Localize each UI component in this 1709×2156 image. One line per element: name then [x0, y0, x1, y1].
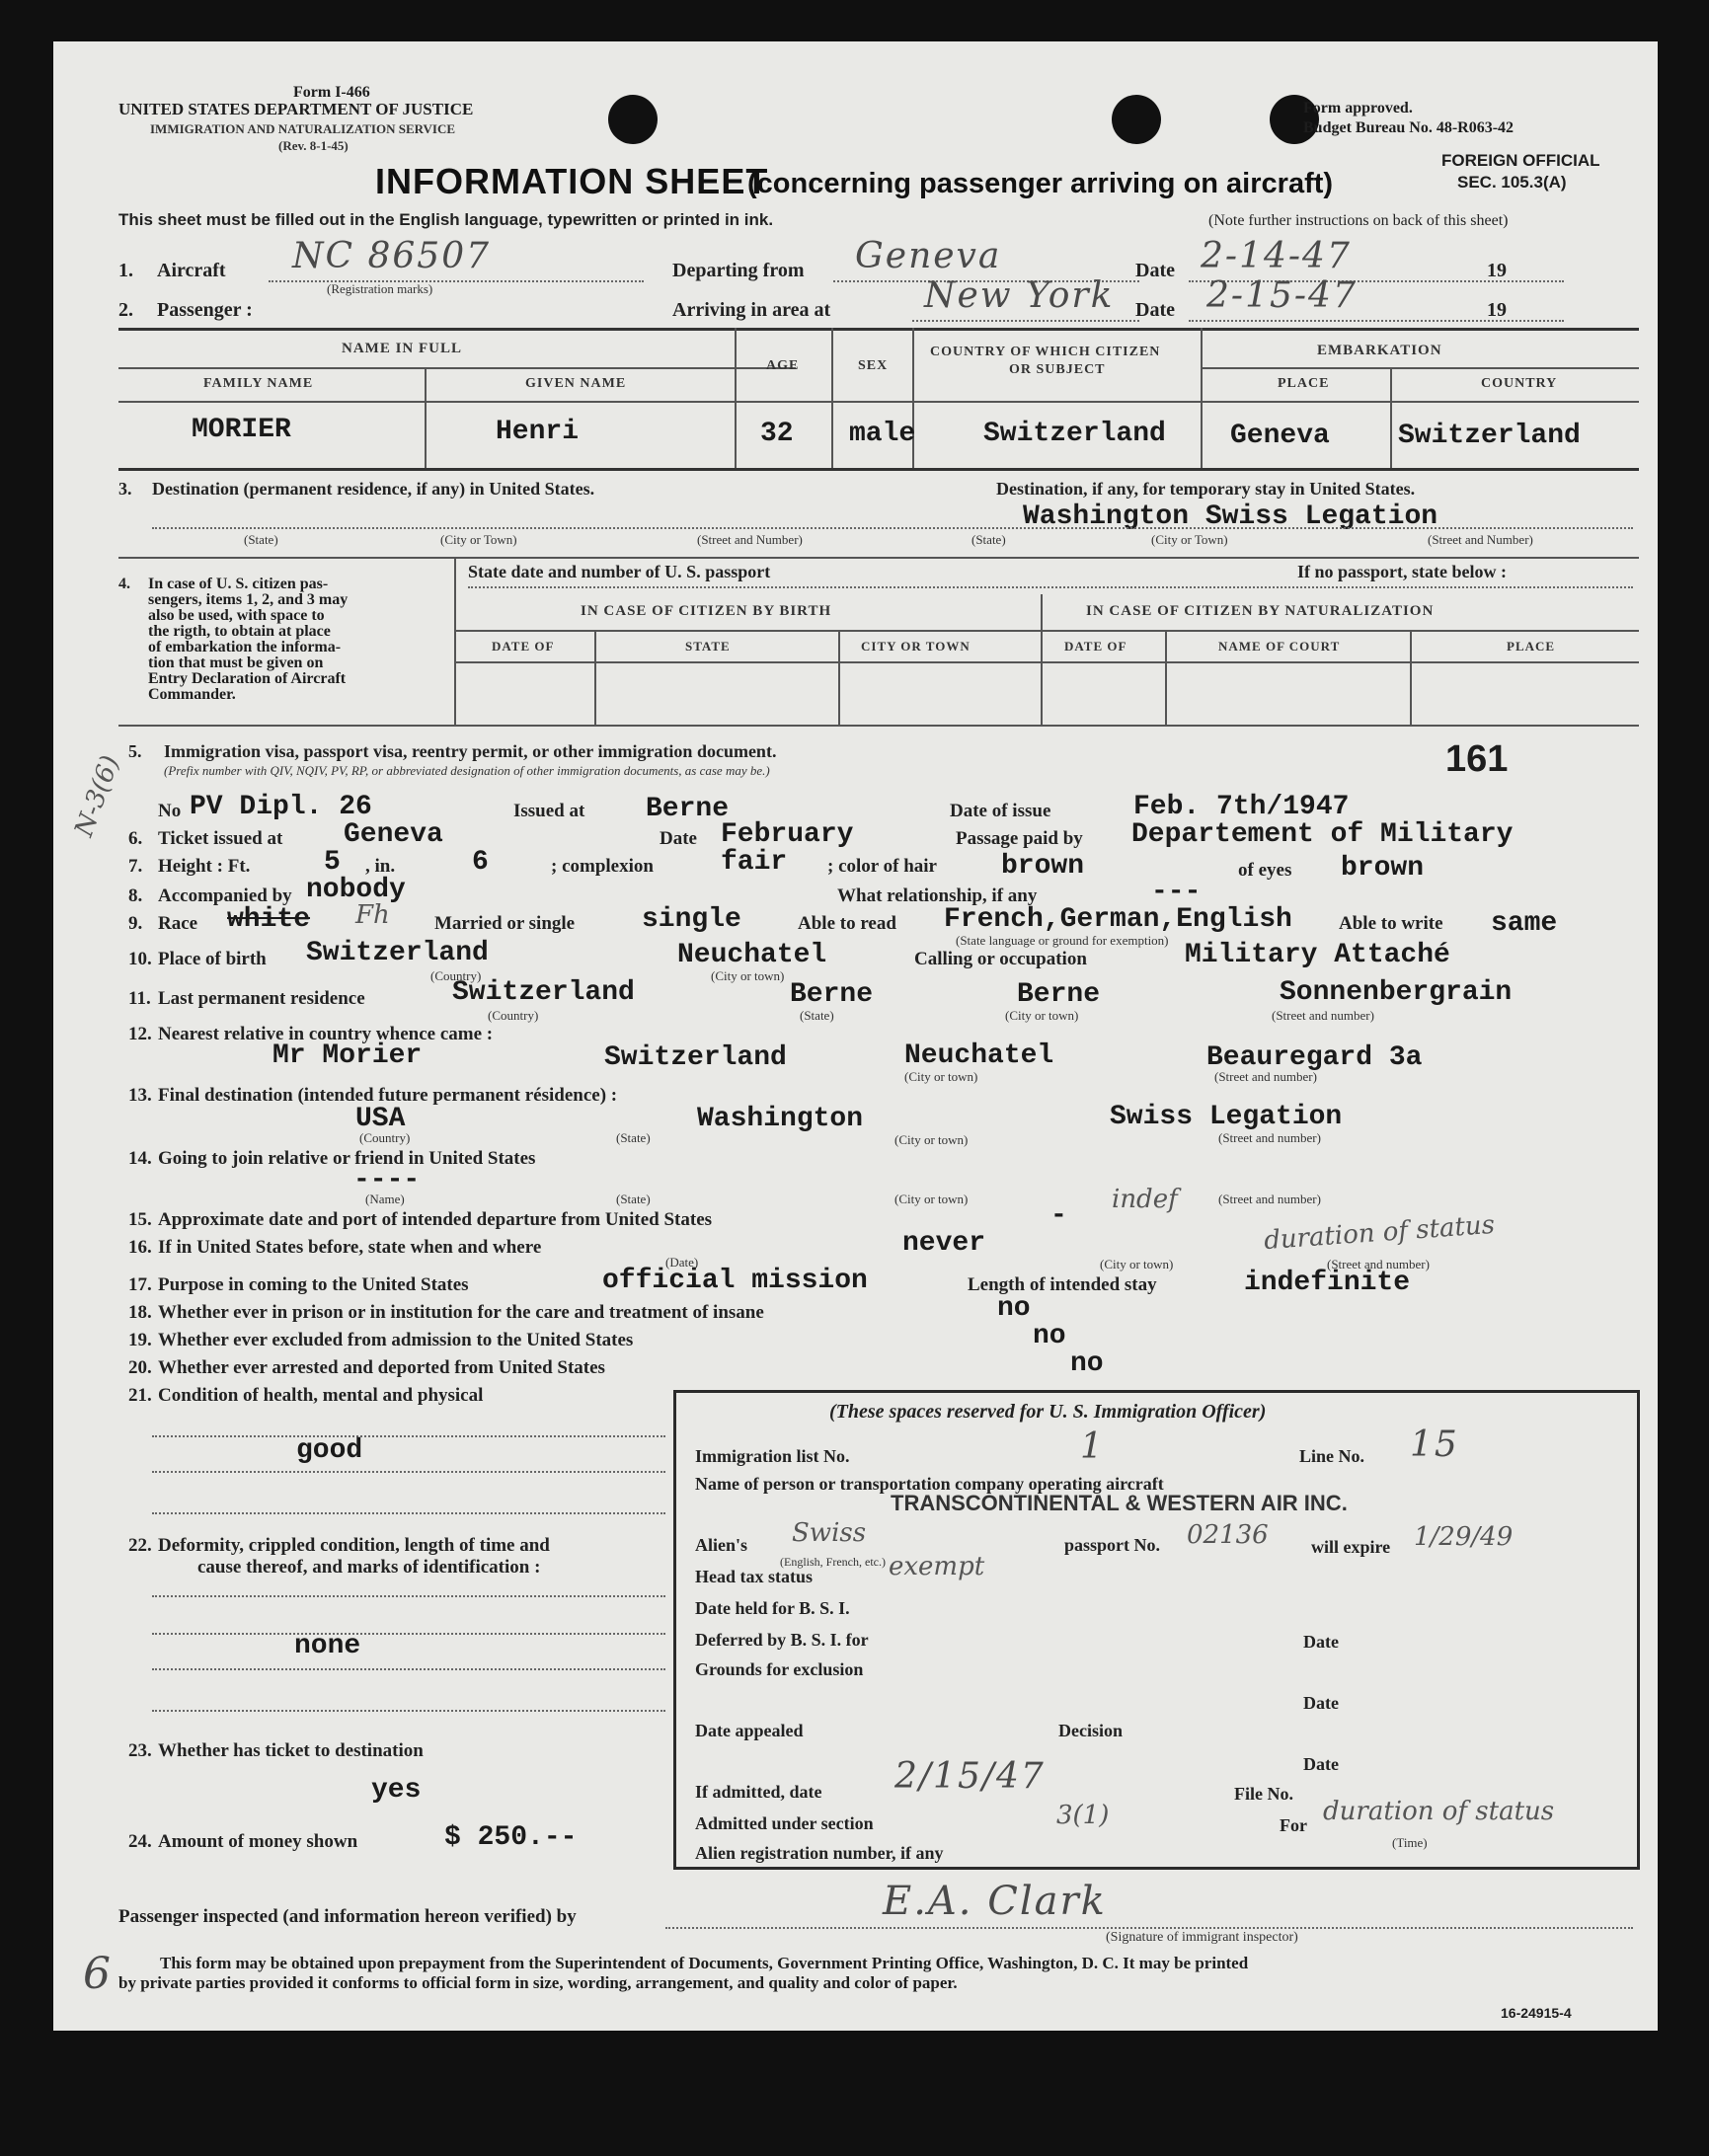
health-condition-label: Condition of health, mental and physical: [158, 1385, 484, 1406]
nat-date-header: DATE OF: [1064, 639, 1127, 654]
city-caption: (City or town): [894, 1192, 969, 1206]
birth-city-header: CITY OR TOWN: [861, 639, 971, 654]
previous-visit-label: If in United States before, state when and where: [158, 1237, 542, 1258]
sex-value: male: [849, 419, 916, 449]
stamp-foreign-official: FOREIGN OFFICIAL: [1441, 151, 1600, 170]
line-number: 1.: [118, 260, 133, 281]
form-sheet: [53, 41, 1658, 2031]
join-relative-value: ----: [353, 1165, 421, 1195]
aircraft-value: NC 86507: [292, 236, 492, 276]
given-name-value: Henri: [496, 417, 580, 447]
street-caption: (Street and number): [1327, 1257, 1430, 1271]
age-header: AGE: [766, 358, 800, 373]
health-condition-value: good: [296, 1435, 363, 1466]
line-number: 4.: [118, 576, 130, 592]
officer-section-heading: (These spaces reserved for U. S. Immigration Officer): [829, 1401, 1267, 1423]
us-passport-label: State date and number of U. S. passport: [468, 562, 771, 581]
operator-value: TRANSCONTINENTAL & WESTERN AIR INC.: [891, 1491, 1348, 1515]
arrival-date-value: 2-15-47: [1206, 275, 1358, 316]
race-value: white: [227, 904, 311, 935]
arriving-label: Arriving in area at: [672, 299, 831, 321]
alien-label: Alien's: [695, 1535, 748, 1555]
temporary-destination-label: Destination, if any, for temporary stay in United States.: [996, 479, 1416, 499]
occupation-label: Calling or occupation: [914, 949, 1087, 969]
temp-city-caption: (City or Town): [1151, 532, 1228, 547]
deferred-label: Deferred by B. S. I. for: [695, 1630, 869, 1650]
relative-country-value: Switzerland: [604, 1042, 787, 1073]
form-number: Form I-466: [293, 84, 370, 101]
margin-note: N-3(6): [69, 751, 126, 841]
able-to-read-value: French,German,English: [944, 904, 1292, 935]
length-of-stay-label: Length of intended stay: [968, 1274, 1157, 1295]
date-of-issue-label: Date of issue: [950, 801, 1051, 821]
line-number: 5.: [128, 741, 142, 761]
citizen-by-birth-header: IN CASE OF CITIZEN BY BIRTH: [581, 603, 832, 619]
money-shown-value: $ 250.--: [444, 1822, 578, 1853]
relative-street-value: Beauregard 3a: [1206, 1042, 1423, 1073]
eye-color-label: of eyes: [1238, 860, 1292, 881]
court-name-header: NAME OF COURT: [1218, 639, 1341, 654]
relationship-value: ---: [1151, 877, 1202, 907]
arriving-value: New York: [924, 275, 1115, 316]
previous-visit-handwritten: duration of status: [1263, 1209, 1496, 1257]
citizen-by-naturalization-header: IN CASE OF CITIZEN BY NATURALIZATION: [1086, 603, 1435, 619]
country-header-2: OR SUBJECT: [1009, 362, 1106, 377]
exclusion-date-label: Date: [1303, 1693, 1339, 1713]
final-street-value: Swiss Legation: [1110, 1102, 1343, 1132]
complexion-label: ; complexion: [551, 856, 654, 877]
birth-country-value: Switzerland: [306, 938, 489, 968]
purpose-label: Purpose in coming to the United States: [158, 1274, 469, 1295]
admitted-date-label: If admitted, date: [695, 1782, 822, 1802]
time-caption: (Time): [1392, 1835, 1428, 1850]
hair-color-value: brown: [1001, 851, 1085, 882]
join-relative-label: Going to join relative or friend in United States: [158, 1148, 536, 1169]
sex-header: SEX: [858, 358, 889, 373]
year-prefix: 19: [1487, 260, 1507, 281]
city-caption: (City or town): [904, 1069, 978, 1084]
operator-label: Name of person or transportation company operating aircraft: [695, 1474, 1164, 1494]
inspected-by-label: Passenger inspected (and information hereon verified) by: [118, 1906, 577, 1927]
line-number: 24.: [128, 1831, 152, 1852]
line-number: 7.: [128, 856, 143, 877]
line-number: 22.: [128, 1535, 152, 1556]
immigration-list-value: 1: [1080, 1426, 1105, 1467]
relative-name-value: Mr Morier: [272, 1040, 423, 1071]
state-caption: (State): [616, 1130, 651, 1145]
temporary-destination-value: Washington Swiss Legation: [1023, 501, 1438, 532]
departure-date-value: 2-14-47: [1201, 236, 1352, 276]
instruction-note: (Note further instructions on back of this sheet): [1208, 212, 1509, 229]
departing-label: Departing from: [672, 260, 805, 281]
aircraft-label: Aircraft: [157, 260, 226, 281]
bsi-date-label: Date held for B. S. I.: [695, 1598, 850, 1618]
service-name: IMMIGRATION AND NATURALIZATION SERVICE: [150, 121, 456, 136]
name-caption: (Name): [365, 1192, 405, 1206]
street-caption: (Street and number): [1218, 1192, 1321, 1206]
ticket-issued-value: Geneva: [344, 819, 443, 850]
line-number: 16.: [128, 1237, 152, 1258]
note-line: sengers, items 1, 2, and 3 may: [148, 591, 349, 608]
ticket-to-destination-value: yes: [371, 1775, 422, 1806]
departure-date-label: Date: [1135, 260, 1175, 281]
country-caption: (Country): [359, 1130, 411, 1145]
final-country-value: USA: [355, 1104, 406, 1134]
line-number: 12.: [128, 1024, 152, 1044]
money-shown-label: Amount of money shown: [158, 1831, 358, 1852]
city-caption: (City or town): [894, 1132, 969, 1147]
passport-expire-value: 1/29/49: [1414, 1522, 1514, 1552]
intended-departure-handwritten: indef: [1112, 1185, 1178, 1214]
note-line: of embarkation the informa-: [148, 639, 342, 655]
embarkation-header: EMBARKATION: [1317, 343, 1442, 358]
country-caption: (Country): [488, 1008, 539, 1023]
no-passport-label: If no passport, state below :: [1297, 562, 1508, 581]
date-caption: (Date): [665, 1255, 699, 1270]
length-of-stay-value: indefinite: [1244, 1268, 1411, 1298]
height-in-label: , in.: [365, 856, 396, 877]
passenger-label: Passenger :: [157, 299, 253, 321]
admitted-section-label: Admitted under section: [695, 1813, 874, 1833]
family-name-header: FAMILY NAME: [203, 376, 314, 391]
marital-status-label: Married or single: [434, 913, 576, 934]
line-number: 15.: [128, 1209, 152, 1230]
line-number: 18.: [128, 1302, 152, 1323]
ticket-date-label: Date: [660, 828, 697, 849]
race-label: Race: [158, 913, 198, 934]
eye-color-value: brown: [1341, 853, 1425, 884]
deformity-label: Deformity, crippled condition, length of time and: [158, 1535, 550, 1556]
line-number-value: 15: [1410, 1424, 1459, 1465]
residence-street-value: Sonnenbergrain: [1280, 977, 1513, 1008]
passport-expire-label: will expire: [1311, 1537, 1391, 1557]
issued-at-value: Berne: [646, 794, 730, 824]
height-ft-label: Height : Ft.: [158, 856, 251, 877]
decision-date-label: Date: [1303, 1754, 1339, 1774]
immigration-document-label: Immigration visa, passport visa, reentry permit, or other immigration document.: [164, 741, 777, 761]
admitted-section-value: 3(1): [1056, 1801, 1110, 1830]
deported-question-label: Whether ever arrested and deported from United States: [158, 1357, 605, 1378]
registration-caption: (Registration marks): [327, 281, 433, 296]
line-number: 11.: [128, 988, 151, 1009]
form-title: INFORMATION SHEET: [375, 161, 769, 201]
immigration-list-label: Immigration list No.: [695, 1446, 850, 1466]
embarkation-place-value: Geneva: [1230, 421, 1330, 451]
ticket-date-value: February: [721, 819, 854, 850]
street-caption: (Street and Number): [697, 532, 803, 547]
alien-passport-value: 02136: [1187, 1520, 1269, 1550]
stamp-number: 161: [1445, 738, 1509, 780]
deformity-label-2: cause thereof, and marks of identification :: [197, 1557, 541, 1578]
deformity-value: none: [294, 1631, 361, 1661]
line-number: 19.: [128, 1330, 152, 1350]
country-header: COUNTRY OF WHICH CITIZEN: [930, 345, 1161, 359]
note-line: the rigth, to obtain at place: [148, 623, 331, 640]
occupation-value: Military Attaché: [1185, 940, 1450, 970]
revision: (Rev. 8-1-45): [278, 138, 349, 153]
note-line: tion that must be given on: [148, 654, 324, 671]
name-in-full-header: NAME IN FULL: [342, 341, 463, 356]
approval-note: Form approved.: [1303, 100, 1413, 116]
city-caption: (City or town): [711, 968, 785, 983]
line-number-label: Line No.: [1299, 1446, 1365, 1466]
admitted-for-label: For: [1280, 1815, 1307, 1835]
city-caption: (City or Town): [440, 532, 517, 547]
complexion-value: fair: [721, 847, 788, 878]
ticket-to-destination-label: Whether has ticket to destination: [158, 1740, 424, 1761]
nearest-relative-label: Nearest relative in country whence came :: [158, 1024, 494, 1044]
given-name-header: GIVEN NAME: [525, 376, 627, 391]
excluded-question-label: Whether ever excluded from admission to the United States: [158, 1330, 634, 1350]
decision-label: Decision: [1058, 1721, 1123, 1740]
embarkation-country-header: COUNTRY: [1481, 376, 1558, 391]
birth-state-header: STATE: [685, 639, 731, 654]
department-name: UNITED STATES DEPARTMENT OF JUSTICE: [118, 100, 474, 118]
prison-question-label: Whether ever in prison or in institution for the care and treatment of insane: [158, 1302, 764, 1323]
inspector-signature: E.A. Clark: [883, 1879, 1107, 1924]
height-ft-value: 5: [324, 847, 341, 878]
residence-city-value: Berne: [1017, 979, 1101, 1010]
stamp-section: SEC. 105.3(A): [1457, 173, 1567, 192]
line-number: 6.: [128, 828, 143, 849]
line-number: 21.: [128, 1385, 152, 1406]
last-residence-label: Last permanent residence: [158, 988, 365, 1009]
passage-paid-label: Passage paid by: [956, 828, 1083, 849]
temp-state-caption: (State): [971, 532, 1006, 547]
margin-mark: 6: [83, 1949, 113, 1999]
document-number-label: No: [158, 801, 182, 821]
race-correction: Fh: [355, 900, 390, 930]
family-name-value: MORIER: [192, 415, 291, 445]
able-to-write-value: same: [1491, 908, 1558, 939]
nat-place-header: PLACE: [1507, 639, 1556, 654]
accompanied-by-label: Accompanied by: [158, 886, 292, 906]
date-of-issue-value: Feb. 7th/1947: [1133, 792, 1350, 822]
country-caption: (Country): [430, 968, 482, 983]
line-number: 14.: [128, 1148, 152, 1169]
alien-passport-label: passport No.: [1064, 1535, 1161, 1555]
deported-question-value: no: [1070, 1348, 1104, 1379]
line-number: 10.: [128, 949, 152, 969]
marital-status-value: single: [642, 904, 741, 935]
departing-value: Geneva: [855, 236, 1002, 276]
document-number-value: PV Dipl. 26: [190, 792, 372, 822]
signature-caption: (Signature of immigrant inspector): [1106, 1930, 1298, 1945]
street-caption: (Street and number): [1214, 1069, 1317, 1084]
embarkation-place-header: PLACE: [1278, 376, 1330, 391]
line-number: 8.: [128, 886, 143, 906]
excluded-question-value: no: [1033, 1321, 1066, 1351]
head-tax-value: exempt: [889, 1552, 985, 1581]
line-number: 13.: [128, 1085, 152, 1106]
budget-number: Budget Bureau No. 48-R063-42: [1303, 119, 1515, 136]
relationship-label: What relationship, if any: [837, 886, 1038, 906]
form-code: 16-24915-4: [1501, 2005, 1572, 2021]
arrival-date-label: Date: [1135, 299, 1175, 321]
exclusion-grounds-label: Grounds for exclusion: [695, 1659, 864, 1679]
line-number: 17.: [128, 1274, 152, 1295]
purpose-value: official mission: [602, 1266, 868, 1296]
note-line: Commander.: [148, 686, 236, 703]
line-number: 20.: [128, 1357, 152, 1378]
accompanied-by-value: nobody: [306, 875, 406, 905]
note-line: Entry Declaration of Aircraft: [148, 670, 347, 687]
hair-color-label: ; color of hair: [827, 856, 937, 877]
footer-notice-line-2: by private parties provided it conforms to official form in size, wording, arrangement, and quality and color of paper.: [118, 1973, 958, 1992]
admitted-for-value: duration of status: [1323, 1797, 1555, 1826]
destination-label: Destination (permanent residence, if any) in United States.: [152, 479, 595, 499]
intended-departure-value: -: [1050, 1200, 1067, 1231]
alien-registration-label: Alien registration number, if any: [695, 1843, 944, 1863]
street-caption: (Street and number): [1218, 1130, 1321, 1145]
able-to-read-label: Able to read: [798, 913, 896, 934]
residence-state-value: Berne: [790, 979, 874, 1010]
state-caption: (State): [244, 532, 278, 547]
able-to-write-label: Able to write: [1339, 913, 1443, 934]
line-number: 3.: [118, 479, 132, 499]
residence-country-value: Switzerland: [452, 977, 635, 1008]
immigration-document-sublabel: (Prefix number with QIV, NQIV, PV, RP, or abbreviated designation of other immigration documents, as case may be.): [164, 763, 770, 778]
state-caption: (State): [800, 1008, 834, 1023]
birth-date-header: DATE OF: [492, 639, 555, 654]
previous-visit-value: never: [902, 1228, 986, 1259]
note-line: also be used, with space to: [148, 607, 325, 624]
deferred-date-label: Date: [1303, 1632, 1339, 1652]
temp-street-caption: (Street and Number): [1428, 532, 1533, 547]
punch-hole-center: [1112, 95, 1161, 144]
line-number: 23.: [128, 1740, 152, 1761]
line-number: 9.: [128, 913, 143, 934]
final-city-value: Washington: [697, 1104, 864, 1134]
prison-question-value: no: [997, 1293, 1031, 1324]
head-tax-label: Head tax status: [695, 1567, 814, 1586]
file-number-label: File No.: [1234, 1784, 1293, 1804]
city-caption: (City or town): [1100, 1257, 1174, 1271]
street-caption: (Street and number): [1272, 1008, 1374, 1023]
birthplace-label: Place of birth: [158, 949, 267, 969]
admitted-date-value: 2/15/47: [894, 1756, 1046, 1797]
age-value: 32: [760, 419, 794, 449]
relative-city-value: Neuchatel: [904, 1040, 1054, 1071]
us-citizen-note: [148, 577, 484, 703]
state-caption: (State): [616, 1192, 651, 1206]
footer-notice-line-1: This form may be obtained upon prepayment from the Superintendent of Documents, Government Printing Office, Washington, D. C. It may be printed: [160, 1954, 1249, 1972]
passage-paid-value: Departement of Military: [1131, 819, 1514, 850]
citizen-country-value: Switzerland: [983, 419, 1166, 449]
final-destination-label: Final destination (intended future permanent résidence) :: [158, 1085, 618, 1106]
ticket-issued-label: Ticket issued at: [158, 828, 283, 849]
instruction: This sheet must be filled out in the English language, typewritten or printed in ink.: [118, 210, 774, 229]
year-prefix: 19: [1487, 299, 1507, 321]
birth-city-value: Neuchatel: [677, 940, 827, 970]
line-number: 2.: [118, 299, 133, 321]
form-subtitle: (concerning passenger arriving on aircraft): [747, 168, 1334, 199]
date-appealed-label: Date appealed: [695, 1721, 804, 1740]
city-caption: (City or town): [1005, 1008, 1079, 1023]
height-in-value: 6: [472, 847, 489, 878]
issued-at-label: Issued at: [513, 801, 585, 821]
punch-hole-left: [608, 95, 658, 144]
note-line: In case of U. S. citizen pas-: [148, 576, 329, 592]
intended-departure-label: Approximate date and port of intended departure from United States: [158, 1209, 713, 1230]
alien-caption: (English, French, etc.): [780, 1555, 886, 1569]
alien-value: Swiss: [792, 1518, 867, 1548]
embarkation-country-value: Switzerland: [1398, 421, 1581, 451]
language-caption: (State language or ground for exemption): [956, 933, 1169, 948]
